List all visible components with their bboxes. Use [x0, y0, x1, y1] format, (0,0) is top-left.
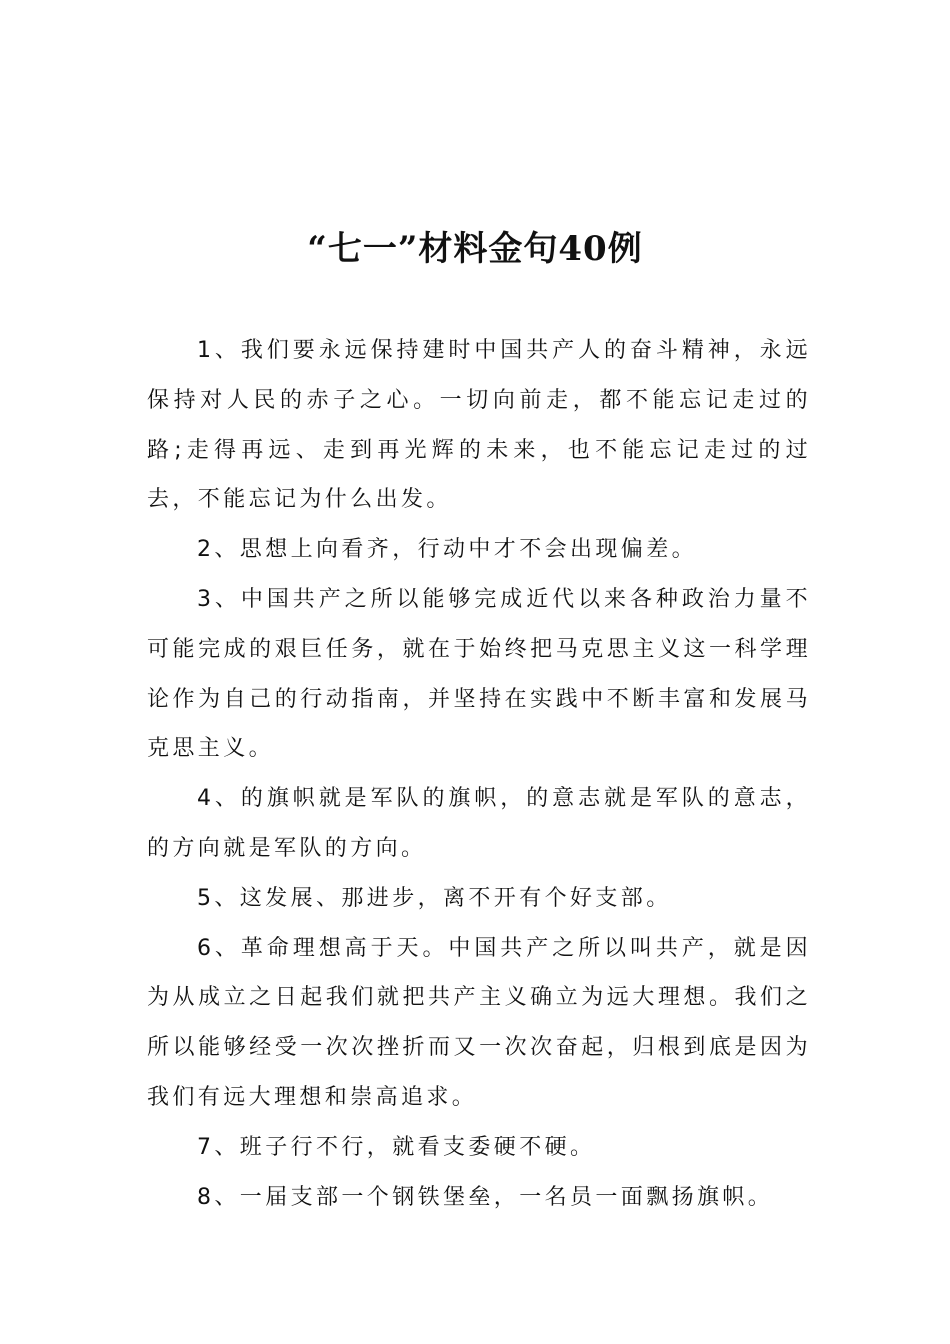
paragraph-6: 6、革命理想高于天。中国共产之所以叫共产，就是因为从成立之日起我们就把共产主义确立为远大理想。我们之所以能够经受一次次挫折而又一次次奋起，归根到底是因为我们有远大理想和崇高追求。 — [147, 935, 811, 1110]
paragraph-5: 5、这发展、那进步，离不开有个好支部。 — [197, 885, 672, 911]
paragraph-8: 8、一届支部一个钢铁堡垒，一名员一面飘扬旗帜。 — [197, 1184, 774, 1210]
paragraph-2: 2、思想上向看齐，行动中才不会出现偏差。 — [197, 537, 697, 563]
document-body — [147, 326, 811, 1222]
paragraph-7: 7、班子行不行，就看支委硬不硬。 — [197, 1134, 596, 1160]
paragraph-3: 3、中国共产之所以能够完成近代以来各种政治力量不可能完成的艰巨任务，就在于始终把马克思主义这一科学理论作为自己的行动指南，并坚持在实践中不断丰富和发展马克思主义。 — [147, 586, 811, 762]
paragraph-1: 1、我们要永远保持建时中国共产人的奋斗精神，永远保持对人民的赤子之心。一切向前走，都不能忘记走过的路;走得再远、走到再光辉的未来，也不能忘记走过的过去，不能忘记为什么出发。 — [147, 338, 811, 513]
paragraph-4: 4、的旗帜就是军队的旗帜，的意志就是军队的意志，的方向就是军队的方向。 — [147, 786, 811, 861]
document-title: “七一”材料金句40例 — [307, 229, 643, 269]
